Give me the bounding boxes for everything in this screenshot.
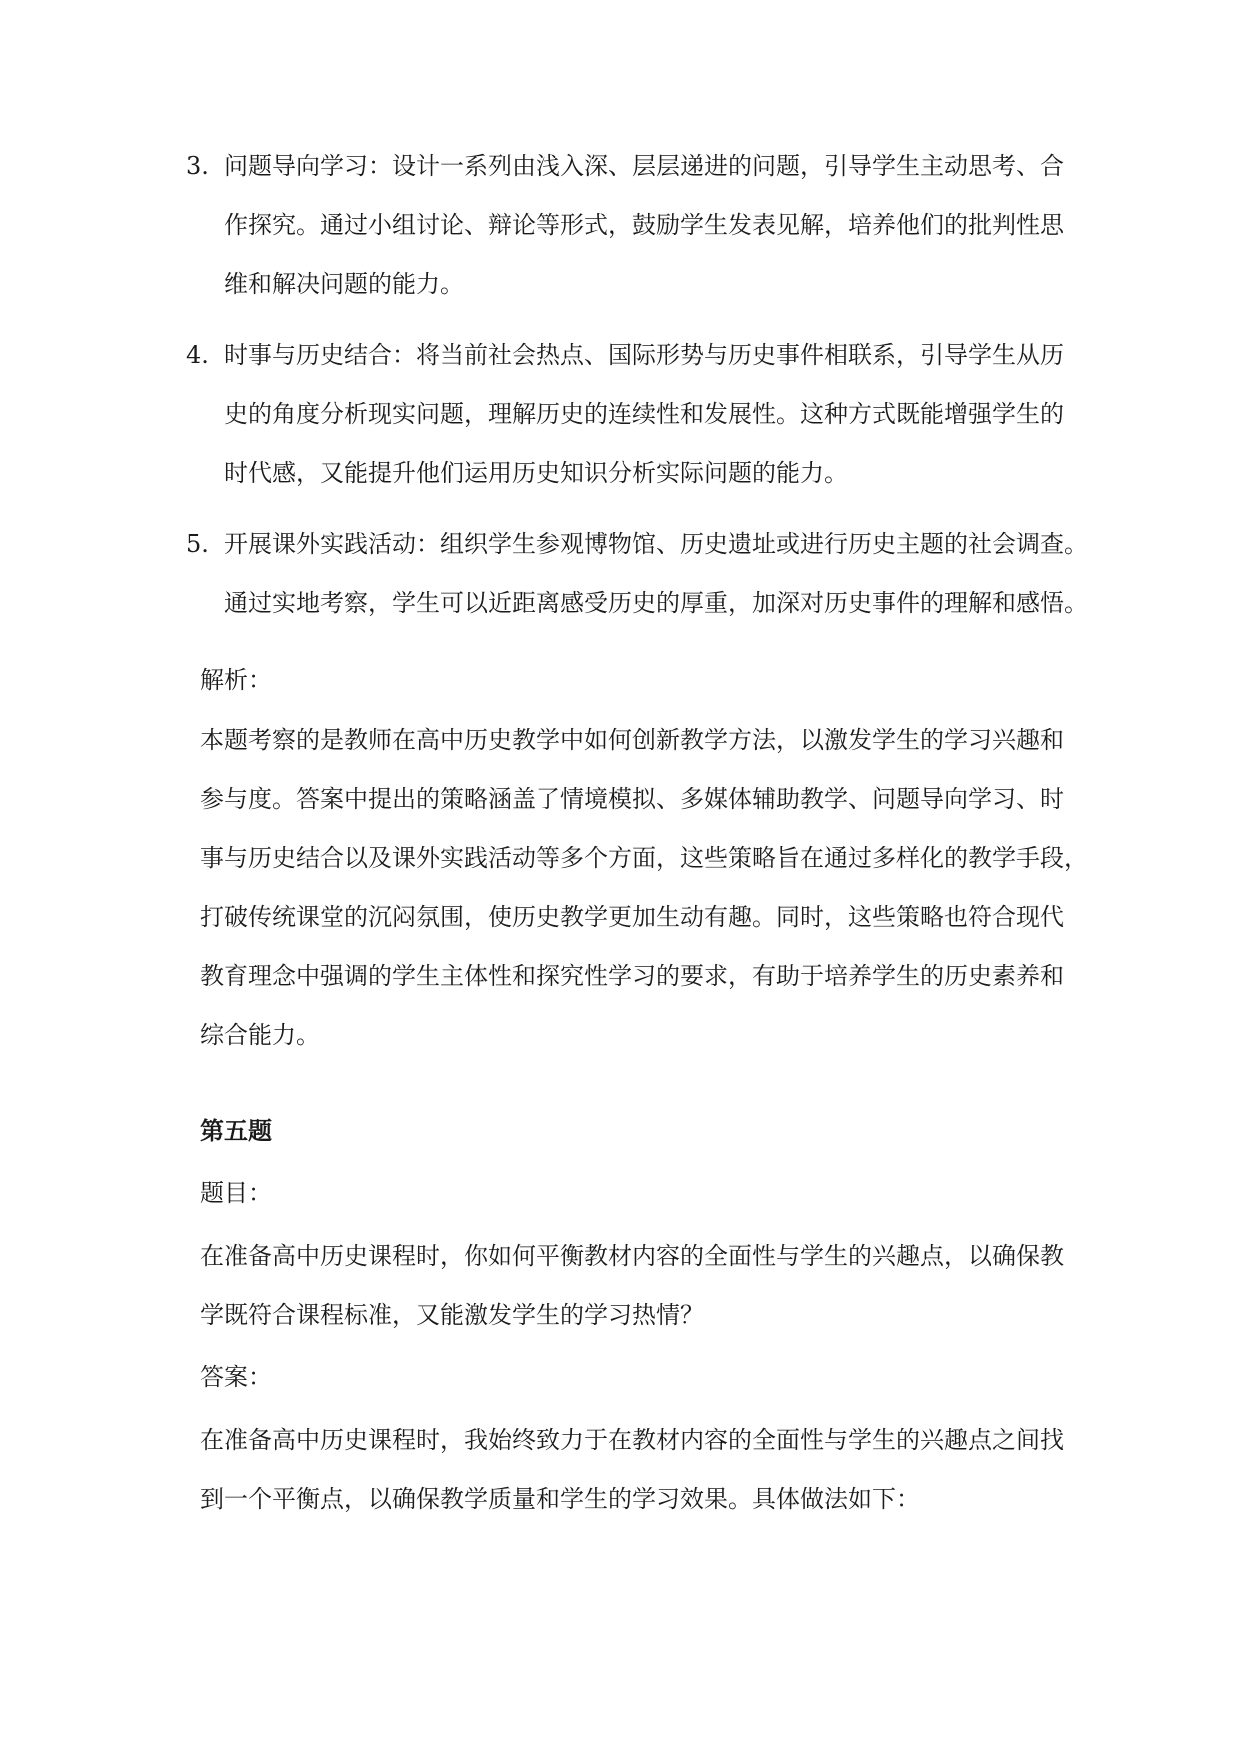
list-text-line: 史的角度分析现实问题，理解历史的连续性和发展性。这种方式既能增强学生的: [224, 400, 1064, 428]
analysis-line: 事与历史结合以及课外实践活动等多个方面，这些策略旨在通过多样化的教学手段，: [200, 844, 1088, 872]
list-text-line: 作探究。通过小组讨论、辩论等形式，鼓励学生发表见解，培养他们的批判性思: [224, 211, 1064, 239]
analysis-line: 综合能力。: [200, 1021, 320, 1049]
analysis-line: 参与度。答案中提出的策略涵盖了情境模拟、多媒体辅助教学、问题导向学习、时: [200, 785, 1064, 813]
list-text-line: 时事与历史结合：将当前社会热点、国际形势与历史事件相联系，引导学生从历: [224, 341, 1064, 369]
topic-label: 题目：: [200, 1179, 272, 1207]
answer-label: 答案：: [200, 1363, 272, 1391]
analysis-line: 打破传统课堂的沉闷氛围，使历史教学更加生动有趣。同时，这些策略也符合现代: [200, 903, 1064, 931]
analysis-line: 教育理念中强调的学生主体性和探究性学习的要求，有助于培养学生的历史素养和: [200, 962, 1064, 990]
list-number: 4.: [186, 341, 209, 369]
list-text-line: 时代感，又能提升他们运用历史知识分析实际问题的能力。: [224, 459, 848, 487]
analysis-line: 本题考察的是教师在高中历史教学中如何创新教学方法，以激发学生的学习兴趣和: [200, 726, 1064, 754]
topic-line: 学既符合课程标准，又能激发学生的学习热情？: [200, 1301, 704, 1329]
topic-line: 在准备高中历史课程时，你如何平衡教材内容的全面性与学生的兴趣点，以确保教: [200, 1242, 1064, 1270]
list-text-line: 维和解决问题的能力。: [224, 270, 464, 298]
list-text-line: 开展课外实践活动：组织学生参观博物馆、历史遗址或进行历史主题的社会调查。: [224, 530, 1088, 558]
list-number: 5.: [186, 530, 209, 558]
section-heading: 第五题: [200, 1116, 272, 1145]
list-text-line: 通过实地考察，学生可以近距离感受历史的厚重，加深对历史事件的理解和感悟。: [224, 589, 1088, 617]
list-text-line: 问题导向学习：设计一系列由浅入深、层层递进的问题，引导学生主动思考、合: [224, 152, 1064, 180]
analysis-label: 解析：: [200, 666, 272, 694]
answer-line: 到一个平衡点，以确保教学质量和学生的学习效果。具体做法如下：: [200, 1485, 920, 1513]
answer-line: 在准备高中历史课程时，我始终致力于在教材内容的全面性与学生的兴趣点之间找: [200, 1426, 1064, 1454]
list-number: 3.: [186, 152, 209, 180]
